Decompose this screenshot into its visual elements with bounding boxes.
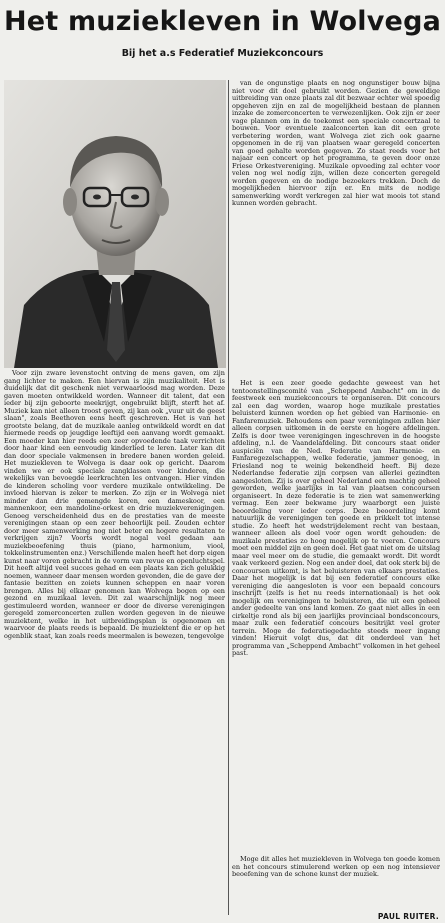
article-column-right-bottom <box>232 856 440 914</box>
portrait-illustration <box>4 80 226 368</box>
article-column-left <box>4 370 225 920</box>
paragraph: Moge dit alles het muziekleven in Wolvega ten goede komen en het concours stimulerend werken op een nog intensiever beoefening van de schone kunst der muziek. <box>232 856 440 878</box>
portrait-photo <box>4 80 226 368</box>
paragraph: Het is een zeer goede gedachte geweest van het tentoonstellingscomité van „Scheppend Ambacht" om in de feestweek een muziekconcours te organiseren. Dit concours zal een dag worden, waarop hoge muzikale prestaties beluisterd kunnen worden op het gebied van Harmonie- en Fanfaremuziek. Behoudens een paar verenigingen zullen hier alleen corpsen uitkomen in de eerste en hogere afdelingen. Zelfs is door twee verenigingen ingeschreven in de hoogste afdeling, n.l. de Vaandelafdeling. Dit concours staat onder auspiciën van de Ned. Federatie van Harmonie- en Fanfaregezelschappen, welke federatie, jammer genoeg, in Friesland nog te weinig bekendheid heeft. Bij deze Nederlandse federatie zijn corpsen van allerlei gezindten aangesloten. Zij is over geheel Nederland een machtig geheel geworden, welke jaarlijks in tal van plaatsen concoursen organiseert. In deze federatie is te zien wat samenwerking vermag. Een zeer bekwame jury waarborgt een juiste beoordeling voor ieder corps. Deze beoordeling komt natuurlijk de verenigingen ten goede en prikkelt tot intense studie. Zo heeft het wedstrijdelement recht van bestaan, wanneer alleen als doel voor ogen wordt gehouden: de muzikale prestaties zo hoog mogelijk op te voeren. Concours moet een middel zijn en geen doel. Het gaat niet om de uitslag maar veel meer om de studie, die gemaakt wordt. Dit wordt vaak verkeerd gezien. Nog een ander doel, dat ook sterk bij de concoursen uitkomt, is het beluisteren van elkaars prestaties. Daar het mogelijk is dat bij een federatief concours elke vereniging die aangesloten is voor een bepaald concours inschrijft (zelfs is het nu reeds internationaal) is het ook mogelijk om verenigingen te beluisteren, die uit een geheel ander gedeelte van ons land komen. Zo gaat niet alles in een cirkeltje rond als bij een jaarlijks provinciaal bondsconcours, maar zulk een federatief concours besitrijkt veel groter terrein. Moge de federatiegedachte steeds meer ingang vinden! Hieruit volgt dus, dat dit onderdeel van het programma van „Scheppend Ambacht" volkomen in het geheel past. <box>232 380 440 657</box>
article-column-right-middle <box>232 380 440 852</box>
headline: Het muziekleven in Wolvega <box>3 6 442 37</box>
column-divider <box>228 80 229 915</box>
subhead: Bij het a.s Federatief Muziekconcours <box>121 48 324 59</box>
article-column-right-top <box>232 80 440 380</box>
paragraph: van de ongunstige plaats en nog ongunstiger bouw bijna niet voor dit doel gebruikt worden. Gezien de geweldige uitbreiding van onze plaats zal dit bezwaar echter wel spoedig opgeheven zijn en zal de mogelijkheid bestaan de plannen inzake de zomerconcerten te verwezenlijken. Ook zijn er zeer vage plannen om in de toekomst een speciale concertzaal te bouwen. Voor eventuele zaalconcerten kan dit een grote verbetering worden, want Wolvega ziet zich ook gaarne opgenomen in de rij van plaatsen waar geregeld concerten van goed gehalte worden gegeven. Zo staat reeds voor het najaar een concert op het programma, te geven door onze Friese Orkestvereniging. Muzikale opvoeding zal echter voor velen nog wel nodig zijn, willen deze concerten geregeld worden gegeven en de nodige bezoekers trekken. Doch de mogelijkheden hiervoor zijn er. En mits de nodige samenwerking wordt verkregen zal hier wat moois tot stand kunnen worden gebracht. <box>232 80 440 207</box>
paragraph: Voor zijn zware levenstocht ontving de mens gaven, om zijn gang lichter te maken. Een hiervan is zijn muzikaliteit. Het is duidelijk dat dit geschenk niet verwaarloosd mag worden. Deze gaven moeten ontwikkeld worden. Wanneer dit talent, dat een ieder bij zijn geboorte meekrijgt, ongebruikt blijft, sterft het af. Muziek kan niet alleen troost geven, zij kan ook „vuur uit de geest slaan", zoals Beethoven eens heeft geschreven. Het is van het grootste belang, dat de muzikale aanleg ontwikkeld wordt en dat hiermede reeds op jeugdige leeftijd een aanvang wordt gemaakt. Een moeder kan hier reeds een zeer opvoedende taak verrichten door haar kind een eenvoudig kinderlied te leren. Later kan dit dan door speciale vakmensen in bredere banen worden geleid. Het muziekleven te Wolvega is daar ook op gericht. Daarom vinden we er ook speciale zangklassen voor kinderen, die wekelijks van bevoegde leerkrachten les ontvangen. Hier vinden de kinderen scholing voor verdere muzikale ontwikkeling. De invloed hiervan is zeker te merken. Zo zijn er in Wolvega niet minder dan drie gemengde koren, een dameskoor, een mannenkoor, een mandoline-orkest en drie muziekverenigingen. Genoeg verscheidenheid dus en de prestaties van de meeste verenigingen staan op een zeer behoorlijk peil. Zouden echter door meer samenwerking nog niet beter en hogere resultaten te verkrijgen zijn? Voorts wordt nogal veel gedaan aan muziekbeoefening thuis (piano, harmonium, viool, tokkelinstrumenten enz.) Verschillende malen heeft het dorp eigen kunst naar voren gebracht in de vorm van revue en openluchtspel. Dit heeft altijd veel succes gehad en een plaats kan zich gelukkig noemen, wanneer daar mensen worden gevonden, die de gave der fantasie bezitten en zoiets kunnen scheppen en naar voren brengen. Alles bij elkaar genomen kan Wolvega bogen op een gezond en muzikaal leven. Dit zal waarschijnlijk nog meer gestimuleerd worden, wanneer er door de diverse verenigingen geregeld zomerconcerten zullen worden gegeven in de nieuwe muziektent, welke in het uitbreidingsplan is opgenomen en waarvoor de plaats reeds is bepaald. De muziektent die er op het ogenblik staat, kan zoals reeds meermalen is bewezen, tengevolge <box>4 370 225 640</box>
author-byline: PAUL RUITER. <box>377 912 439 921</box>
